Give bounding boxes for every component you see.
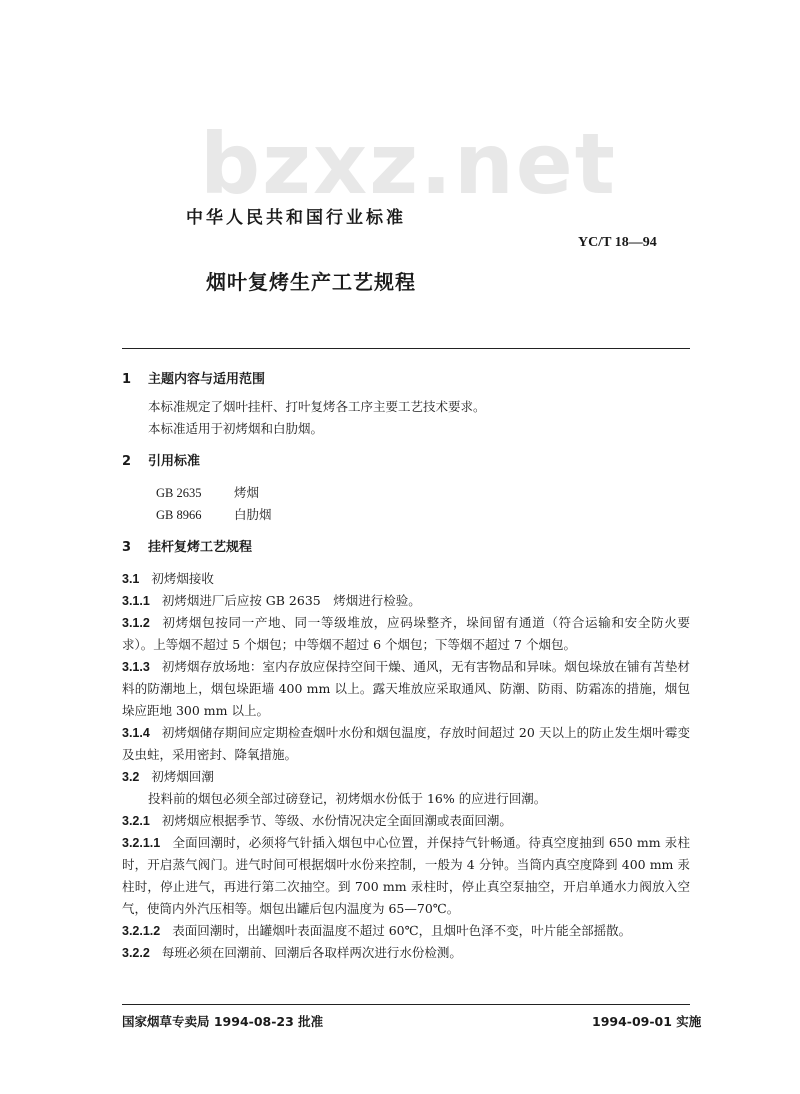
section-1-heading <box>122 370 690 390</box>
subsection-3-1 <box>122 568 690 590</box>
footer-divider <box>122 1004 690 1005</box>
section-number: 3 <box>122 540 132 555</box>
approval-statement: 国家烟草专卖局 1994-08-23 批准 <box>122 1014 324 1029</box>
section-title: 主题内容与适用范围 <box>148 372 266 387</box>
clause-number: 3.2 <box>122 770 140 784</box>
header-divider <box>122 348 690 349</box>
paragraph: 本标准规定了烟叶挂杆、打叶复烤各工序主要工艺技术要求。 <box>148 399 486 414</box>
clause-3-1-3 <box>122 656 690 722</box>
section-title: 引用标准 <box>148 454 201 469</box>
subsection-title: 初烤烟回潮 <box>151 769 214 784</box>
reference-name: 烤烟 <box>234 485 260 500</box>
clause-3-2-2 <box>122 942 690 964</box>
section-title: 挂杆复烤工艺规程 <box>148 540 253 555</box>
reference-name: 白肋烟 <box>234 507 272 522</box>
section-number: 1 <box>122 372 132 387</box>
reference-code: GB 2635 <box>156 486 202 500</box>
clause-number: 3.2.1.1 <box>122 836 161 850</box>
clause-text: 全面回潮时，必须将气针插入烟包中心位置，并保持气针畅通。待真空度抽到 650 mm 汞柱时，开启蒸气阀门。进气时间可根据烟叶水份来控制，一般为 4 分钟。当筒内真空度降到 400 mm 汞柱时，停止进气，再进行第二次抽空。到 700 mm 汞柱时，停止真空泵抽空，开启单通水力阀放入空气，使筒内外汽压相等。烟包出罐后包内温度为 65—70℃。 <box>122 835 690 916</box>
section-number: 2 <box>122 454 132 469</box>
clause-number: 3.2.2 <box>122 946 150 960</box>
clause-3-2-1-2 <box>122 920 690 942</box>
clause-3-1-1 <box>122 590 690 612</box>
subsection-title: 初烤烟接收 <box>151 571 214 586</box>
clause-number: 3.1 <box>122 572 140 586</box>
clause-text: 初烤烟存放场地：室内存放应保持空间干燥、通风，无有害物品和异味。烟包垛放在铺有苫垫材料的防潮地上，烟包垛距墙 400 mm 以上。露天堆放应采取通风、防潮、防雨、防霜冻的措施，烟包垛应距地 300 mm 以上。 <box>122 659 690 718</box>
section-3-heading <box>122 538 690 558</box>
clause-number: 3.2.1 <box>122 814 150 828</box>
document-title: 烟叶复烤生产工艺规程 <box>206 270 416 294</box>
standard-organization: 中华人民共和国行业标准 <box>186 208 406 228</box>
clause-text: 每班必须在回潮前、回潮后各取样两次进行水份检测。 <box>161 945 462 960</box>
reference-item <box>122 504 690 526</box>
standard-code: YC/T 18—94 <box>578 235 657 250</box>
paragraph: 本标准适用于初烤烟和白肋烟。 <box>148 421 324 436</box>
reference-code: GB 8966 <box>156 508 202 522</box>
document-body <box>122 370 690 964</box>
watermark: bzxz.net <box>200 115 617 213</box>
clause-text: 表面回潮时，出罐烟叶表面温度不超过 60℃，且烟叶色泽不变，叶片能全部摇散。 <box>172 923 632 938</box>
paragraph: 投料前的烟包必须全部过磅登记，初烤烟水份低于 16% 的应进行回潮。 <box>148 791 547 806</box>
subsection-3-2 <box>122 766 690 788</box>
clause-number: 3.1.3 <box>122 660 150 674</box>
clause-text: 初烤烟储存期间应定期检查烟叶水份和烟包温度，存放时间超过 20 天以上的防止发生烟叶霉变及虫蛀，采用密封、降氧措施。 <box>122 725 690 762</box>
clause-number: 3.1.2 <box>122 616 150 630</box>
clause-3-1-2 <box>122 612 690 656</box>
clause-text: 初烤烟应根据季节、等级、水份情况决定全面回潮或表面回潮。 <box>161 813 512 828</box>
clause-text: 初烤烟包按同一产地、同一等级堆放，应码垛整齐，垛间留有通道（符合运输和安全防火要求）。上等烟不超过 5 个烟包；中等烟不超过 6 个烟包；下等烟不超过 7 个烟包。 <box>122 615 690 652</box>
clause-3-2-1 <box>122 810 690 832</box>
reference-item <box>122 482 690 504</box>
implementation-date: 1994-09-01 实施 <box>592 1014 702 1029</box>
clause-number: 3.1.4 <box>122 726 150 740</box>
clause-number: 3.1.1 <box>122 594 150 608</box>
clause-3-2-1-1 <box>122 832 690 920</box>
clause-number: 3.2.1.2 <box>122 924 161 938</box>
clause-text: 初烤烟进厂后应按 GB 2635 烤烟进行检验。 <box>161 593 421 608</box>
clause-3-1-4 <box>122 722 690 766</box>
section-2-heading <box>122 452 690 472</box>
